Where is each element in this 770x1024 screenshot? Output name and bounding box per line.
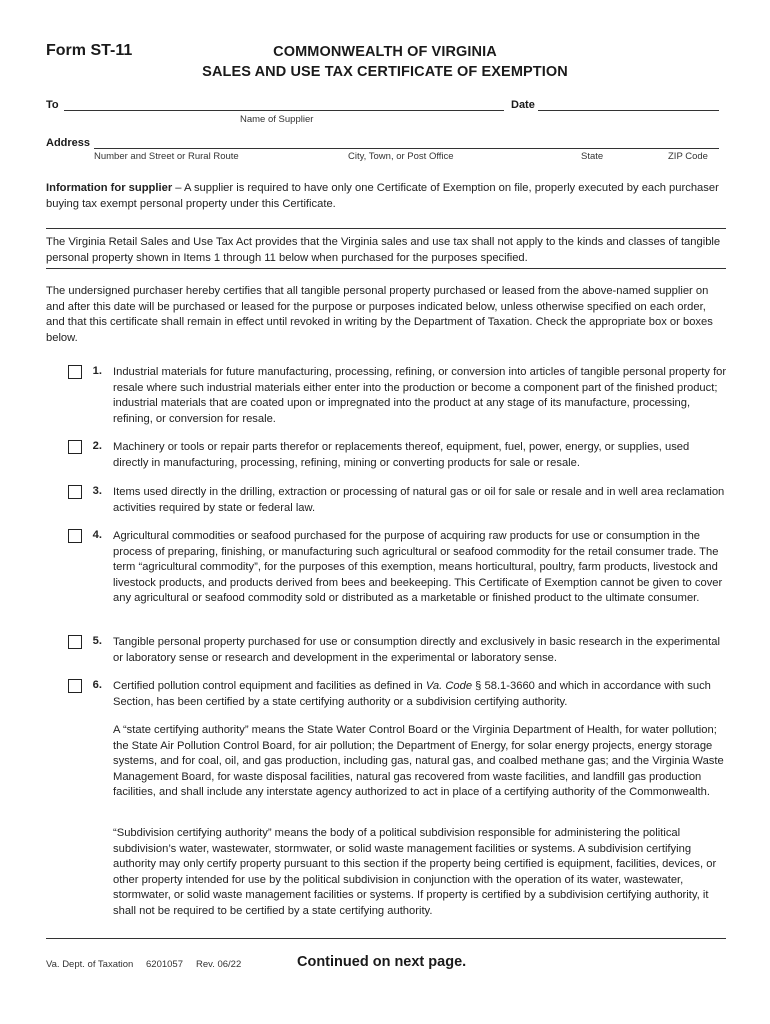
state-caption: State: [581, 151, 604, 162]
supplier-name-field[interactable]: [64, 101, 504, 111]
item-3-text: Items used directly in the drilling, extraction or processing of natural gas or oil for sale or resale and in well area reclamation activities required by state or federal law.: [113, 486, 725, 514]
item-5-number: 5.: [92, 635, 102, 647]
item-6-text-start: Certified pollution control equipment and facilities as defined in: [113, 680, 426, 692]
supplier-info: [46, 181, 726, 212]
continued-notice: Continued on next page.: [297, 954, 467, 970]
footer-dept: Va. Dept. of Taxation: [46, 959, 134, 970]
act-paragraph: The Virginia Retail Sales and Use Tax Act provides that the Virginia sales and use tax shall not apply to the kinds and classes of tangible personal property shown in Items 1 through 11 below when purchased for the purposes specified.: [46, 236, 721, 264]
divider-middle: [46, 268, 726, 269]
supplier-info-heading: Information for supplier: [46, 182, 173, 194]
item-2-number: 2.: [92, 440, 102, 452]
item-4-number: 4.: [92, 529, 102, 541]
form-id: Form ST-11: [46, 42, 133, 59]
date-field[interactable]: [538, 101, 719, 111]
item-5-checkbox[interactable]: [68, 635, 82, 649]
state-authority-paragraph: A “state certifying authority” means the State Water Control Board or the Virginia Department of Health, for water pollution; the State Air Pollution Control Board, for air pollution; the Department of Energy, for solar energy projects, energy storage systems, and for coal, oil, and gas production, including gas, natural gas, and coalbed methane gas; and the Virginia Waste Management Board, for waste disposal facilities, natural gas recovered from waste facilities, and landfill gas production facilities, and shall include any interstate agency authorized to act in place of a certifying authority of the Commonwealth.: [113, 724, 724, 799]
item-6-text-end: § 58.1-3660 and which in accordance with such Section, has been certified by a state certifying authority or a subdivision certifying authority.: [113, 680, 711, 708]
item-1-text: Industrial materials for future manufacturing, processing, refining, or conversion into articles of tangible personal property for resale where such industrial materials either enter into the production or become a component part of the finished product; industrial materials that are coated upon or impregnated into the product at any stage of its manufacture, processing, refining, or conversion for resale.: [113, 366, 727, 425]
item-6-text: [113, 679, 727, 710]
divider-footer: [46, 938, 726, 939]
item-1-number: 1.: [92, 365, 102, 377]
footer-form-code: 6201057: [146, 959, 183, 970]
supplier-caption: Name of Supplier: [240, 114, 314, 125]
item-4-checkbox[interactable]: [68, 529, 82, 543]
form-title-line2: SALES AND USE TAX CERTIFICATE OF EXEMPTION: [202, 64, 568, 80]
supplier-info-text: – A supplier is required to have only one Certificate of Exemption on file, properly executed by each purchaser buying tax exempt personal property under this Certificate.: [46, 182, 719, 210]
city-caption: City, Town, or Post Office: [348, 151, 454, 162]
item-3-number: 3.: [92, 485, 102, 497]
divider-top: [46, 228, 726, 229]
item-2-checkbox[interactable]: [68, 440, 82, 454]
address-label: Address: [46, 137, 91, 149]
item-6-number: 6.: [92, 679, 102, 691]
address-field[interactable]: [94, 139, 719, 149]
item-5-text: Tangible personal property purchased for use or consumption directly and exclusively in basic research in the experimental or laboratory sense or research and development in the experimental or laboratory sense.: [113, 636, 720, 664]
subdivision-authority-paragraph: “Subdivision certifying authority” means the body of a political subdivision responsible for administering the political subdivision’s water, wastewater, stormwater, or solid waste management facilities or systems. A subdivision certifying authority may only certify property pursuant to this section if the property being certified is equipment, facilities, devices, or other property intended for use by the political subdivision in conjunction with the operation of its water, wastewater, stormwater, or solid waste management facilities or systems. If property is certified by a subdivision certifying authority, it shall not be required to be certified by a state certifying authority.: [113, 827, 717, 917]
item-1-checkbox[interactable]: [68, 365, 82, 379]
item-6-checkbox[interactable]: [68, 679, 82, 693]
zip-caption: ZIP Code: [668, 151, 708, 162]
item-2-text: Machinery or tools or repair parts therefor or replacements thereof, equipment, fuel, power, energy, or supplies, used directly in manufacturing, processing, refining, mining or converting products for sale or resale.: [113, 441, 690, 469]
date-label: Date: [511, 99, 535, 111]
street-caption: Number and Street or Rural Route: [94, 151, 239, 162]
footer-revision: Rev. 06/22: [196, 959, 242, 970]
certify-paragraph: The undersigned purchaser hereby certifies that all tangible personal property purchased or leased from the above-named supplier on and after this date will be purchased or leased for the purpose or purposes indicated below, unless otherwise specified on each order, and that this certificate shall remain in effect until revoked in writing by the Department of Taxation. Check the appropriate box or boxes below.: [46, 285, 713, 344]
item-6-code-ref: Va. Code: [425, 680, 473, 692]
form-title-line1: COMMONWEALTH OF VIRGINIA: [273, 44, 497, 60]
to-label: To: [46, 99, 59, 111]
item-3-checkbox[interactable]: [68, 485, 82, 499]
item-4-text: Agricultural commodities or seafood purchased for the purpose of acquiring raw products for use or consumption in the process of preparing, finishing, or manufacturing such agricultural or seafood commodity for the retail consumer trade. The term “agricultural commodity”, for the purposes of this exemption, means horticultural, poultry, farm products, livestock and livestock products, and products derived from bees and beekeeping. This Certificate of Exemption cannot be given to cover any agricultural or seafood commodity sold or distributed as a marketable or finished product to the ultimate consumer.: [113, 530, 723, 605]
